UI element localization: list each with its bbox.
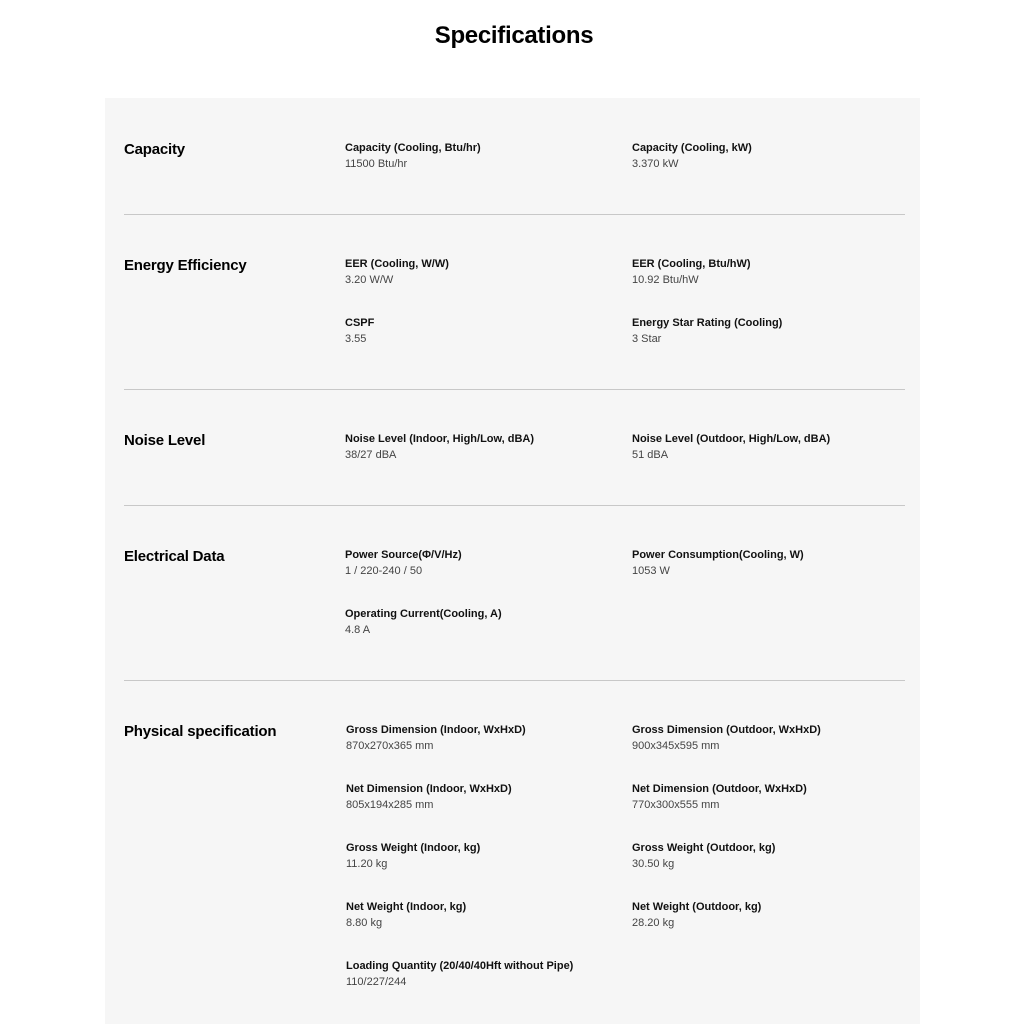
spec-label: CSPF: [345, 317, 375, 329]
spec-label: Noise Level (Indoor, High/Low, dBA): [345, 433, 535, 445]
spec-value: 8.80 kg: [346, 917, 383, 929]
spec-item: [632, 316, 892, 346]
spec-value: 3.55: [345, 333, 367, 345]
spec-item: [345, 257, 605, 287]
spec-value: 51 dBA: [632, 449, 669, 461]
section-heading: Capacity: [124, 141, 185, 158]
spec-value: 3.370 kW: [632, 158, 679, 170]
spec-label: Gross Dimension (Indoor, WxHxD): [346, 724, 526, 736]
spec-item: [345, 548, 605, 578]
spec-label: EER (Cooling, W/W): [345, 258, 449, 270]
spec-value: 38/27 dBA: [345, 449, 397, 461]
spec-label: Operating Current(Cooling, A): [345, 608, 502, 620]
spec-label: Net Dimension (Outdoor, WxHxD): [632, 783, 807, 795]
spec-value: 30.50 kg: [632, 858, 675, 870]
spec-item: [632, 841, 892, 871]
spec-value: 10.92 Btu/hW: [632, 274, 699, 286]
spec-value: 1053 W: [632, 565, 670, 577]
spec-item: [346, 841, 606, 871]
spec-value: 770x300x555 mm: [632, 799, 720, 811]
spec-item: [346, 723, 606, 753]
spec-value: 3.20 W/W: [345, 274, 394, 286]
spec-item: [632, 141, 892, 171]
spec-label: Capacity (Cooling, Btu/hr): [345, 142, 481, 154]
spec-value: 110/227/244: [346, 976, 407, 988]
spec-item: [345, 141, 605, 171]
spec-item: [346, 959, 606, 989]
spec-item: [632, 432, 892, 462]
spec-label: Power Consumption(Cooling, W): [632, 549, 804, 561]
spec-value: 28.20 kg: [632, 917, 675, 929]
spec-value: 4.8 A: [345, 624, 371, 636]
spec-item: [345, 316, 605, 346]
spec-label: Net Weight (Indoor, kg): [346, 901, 467, 913]
spec-label: Noise Level (Outdoor, High/Low, dBA): [632, 433, 831, 445]
spec-label: Net Dimension (Indoor, WxHxD): [346, 783, 512, 795]
spec-label: Gross Weight (Outdoor, kg): [632, 842, 776, 854]
spec-label: Power Source(Φ/V/Hz): [345, 549, 462, 561]
spec-value: 11500 Btu/hr: [345, 158, 408, 170]
section-divider: [124, 505, 905, 506]
spec-label: Loading Quantity (20/40/40Hft without Pipe): [346, 960, 574, 972]
section-divider: [124, 214, 905, 215]
spec-value: 870x270x365 mm: [346, 740, 434, 752]
section-heading: Noise Level: [124, 432, 206, 449]
spec-value: 900x345x595 mm: [632, 740, 720, 752]
spec-label: EER (Cooling, Btu/hW): [632, 258, 751, 270]
spec-item: [345, 432, 605, 462]
page-title: Specifications: [434, 22, 594, 49]
spec-label: Gross Weight (Indoor, kg): [346, 842, 481, 854]
spec-item: [346, 782, 606, 812]
spec-item: [632, 782, 892, 812]
spec-value: 1 / 220-240 / 50: [345, 565, 423, 577]
spec-value: 11.20 kg: [346, 858, 388, 870]
spec-item: [632, 900, 892, 930]
section-divider: [124, 680, 905, 681]
section-heading: Electrical Data: [124, 548, 225, 565]
spec-item: [632, 257, 892, 287]
spec-item: [632, 723, 892, 753]
spec-item: [345, 607, 605, 637]
spec-item: [632, 548, 892, 578]
section-divider: [124, 389, 905, 390]
spec-label: Net Weight (Outdoor, kg): [632, 901, 762, 913]
spec-value: 3 Star: [632, 333, 662, 345]
spec-value: 805x194x285 mm: [346, 799, 434, 811]
spec-item: [346, 900, 606, 930]
section-heading: Energy Efficiency: [124, 257, 247, 274]
spec-label: Gross Dimension (Outdoor, WxHxD): [632, 724, 821, 736]
spec-label: Capacity (Cooling, kW): [632, 142, 752, 154]
section-heading: Physical specification: [124, 723, 277, 740]
spec-label: Energy Star Rating (Cooling): [632, 317, 783, 329]
